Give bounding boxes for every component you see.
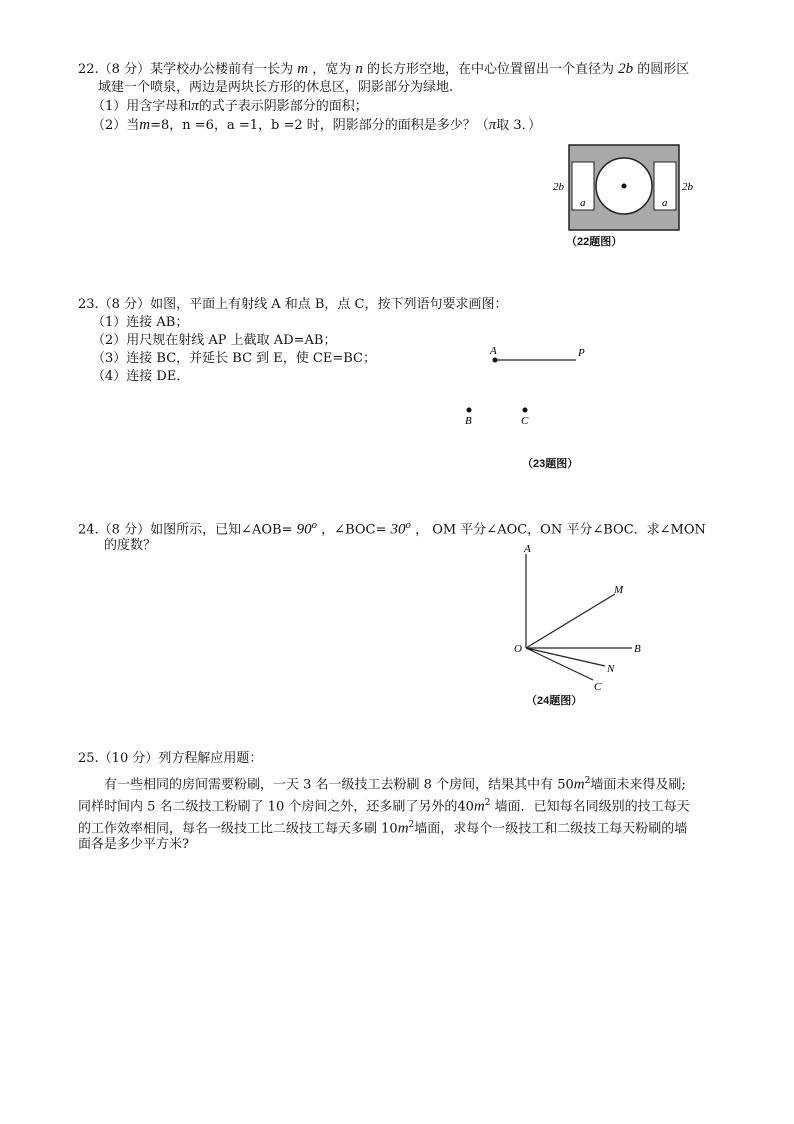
q24-line2: 的度数？ xyxy=(104,538,157,553)
q24-label-a: A xyxy=(524,543,531,555)
q25-head: 25.（10 分）列方程解应用题： xyxy=(78,751,263,766)
q25-l1-num: 50 xyxy=(557,777,574,793)
q24-ray-on xyxy=(526,648,605,666)
q24-figure xyxy=(510,538,660,698)
q24-ray-om xyxy=(526,594,615,648)
q25-line2 xyxy=(78,794,690,816)
q24-angle-90: 90 xyxy=(296,521,312,538)
q22-var-m: m xyxy=(297,61,309,77)
q22-mid1: ，宽为 xyxy=(312,62,352,77)
q22-part2-m: m xyxy=(139,117,151,133)
q22-label-2b-right: 2b xyxy=(682,181,693,193)
q25-l3-m: m xyxy=(397,820,409,837)
q25-l1-b: 墙面未来得及刷; xyxy=(590,777,686,793)
q23-point-b xyxy=(467,408,472,413)
q25-l2-sq: 2 xyxy=(484,798,491,808)
q23-label-p: P xyxy=(578,347,585,359)
q22-caption: （22题图） xyxy=(566,236,623,248)
q25-l3-num: 10 xyxy=(381,821,398,837)
q22-label-2b-left: 2b xyxy=(553,181,564,193)
q23-label-c: C xyxy=(521,415,529,427)
q24-label-o: O xyxy=(514,643,522,655)
q24-head: 24.（8 分）如图所示，已知∠AOB= xyxy=(78,522,293,538)
q25-l3-b: 墙面，求每个一级技工和二级技工每天粉刷的墙 xyxy=(414,821,688,837)
q23-head: 23.（8 分）如图，平面上有射线 A 和点 B，点 C，按下列语句要求画图： xyxy=(78,297,508,312)
q23-step4: （4）连接 DE． xyxy=(92,369,190,384)
q22-tail: 的圆形区 xyxy=(637,62,690,77)
q23-label-b: B xyxy=(465,415,472,427)
q22-part1-a: （1）用含字母和 xyxy=(92,99,192,114)
q22-part2-b: 取 3．） xyxy=(496,118,542,133)
q22-part1 xyxy=(92,97,368,116)
q24-deg-1: o xyxy=(311,521,318,531)
q24-caption: （24题图） xyxy=(526,695,583,707)
q25-l1-sq: 2 xyxy=(584,776,591,786)
q22-part2-vals: =8，n =6，a =1，b =2 时，阴影部分的面积是多少？（ xyxy=(150,118,489,133)
q24-deg-2: o xyxy=(405,521,411,531)
q22-var-2b: 2b xyxy=(618,61,634,77)
q22-part2-pi: π xyxy=(488,117,497,133)
q22-pi: π xyxy=(191,98,199,114)
q24-line1 xyxy=(78,517,706,539)
q24-label-n: N xyxy=(607,663,615,675)
q22-part1-b: 的式子表示阴影部分的面积； xyxy=(198,99,368,114)
q24-mid: ，∠BOC= xyxy=(321,522,387,538)
q24-ray-oc xyxy=(526,648,593,680)
q23-caption: （23题图） xyxy=(522,458,579,470)
q23-point-a xyxy=(493,358,498,363)
q23-step2: （2）用尺规在射线 AP 上截取 AD=AB； xyxy=(92,333,337,348)
q24-label-m: M xyxy=(614,584,624,596)
q23-point-c xyxy=(523,408,528,413)
q22-center-dot xyxy=(622,184,627,189)
q23-step1: （1）连接 AB； xyxy=(92,315,189,330)
q22-var-n: n xyxy=(355,61,363,77)
q22-part2 xyxy=(92,116,541,135)
q25-l1-m: m xyxy=(573,776,585,793)
q22-label-a-right: a xyxy=(662,197,668,209)
q24-label-c: C xyxy=(594,681,602,693)
q22-line2: 域建一个喷泉，两边是两块长方形的休息区，阴影部分为绿地. xyxy=(98,80,454,95)
q22-part2-a: （2）当 xyxy=(92,118,140,133)
q25-line1 xyxy=(104,772,686,794)
q24-tail: ， OM 平分∠AOC，ON 平分∠BOC．求∠MON xyxy=(415,522,706,538)
q25-l1-a: 有一些相同的房间需要粉刷，一天 3 名一级技工去粉刷 8 个房间，结果其中有 xyxy=(104,777,554,793)
q25-l3-a: 的工作效率相同，每名一级技工比二级技工每天多刷 xyxy=(78,821,378,837)
q25-l3-sq: 2 xyxy=(408,820,415,830)
q23-figure xyxy=(455,340,605,430)
q25-l2-a: 同样时间内 5 名二级技工粉刷了 10 个房间之外，还多刷了另外的 xyxy=(78,799,458,815)
q23-step3: （3）连接 BC，并延长 BC 到 E，使 CE=BC； xyxy=(92,351,376,366)
q25-l2-b: 墙面．已知每名同级别的技工每天 xyxy=(494,799,690,815)
q24-label-b: B xyxy=(634,643,641,655)
q25-l2-num: 40 xyxy=(457,799,474,815)
q25-l2-m: m xyxy=(473,798,485,815)
q22-label-a-left: a xyxy=(580,197,586,209)
q22-head: 22.（8 分）某学校办公楼前有一长为 xyxy=(78,62,294,77)
q25-line3 xyxy=(78,816,687,838)
q22-line1 xyxy=(78,60,689,79)
q25-line4: 面各是多少平方米? xyxy=(78,837,189,852)
q22-mid2: 的长方形空地，在中心位置留出一个直径为 xyxy=(367,62,615,77)
q23-label-a: A xyxy=(490,345,497,357)
q24-angle-30: 30 xyxy=(390,521,406,538)
